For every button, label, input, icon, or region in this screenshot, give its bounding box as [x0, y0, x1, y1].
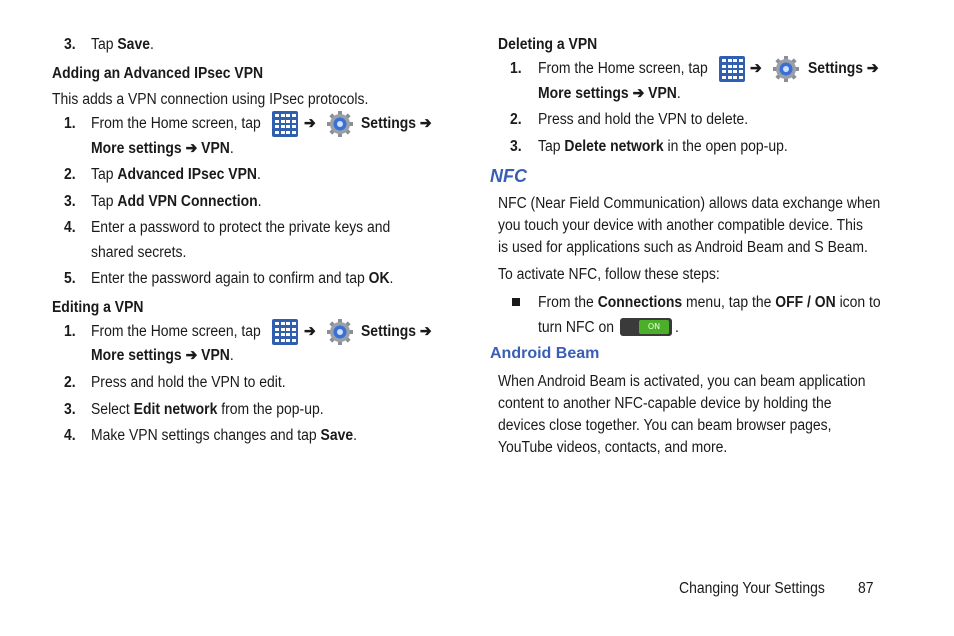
step-number: 2.	[510, 111, 522, 128]
paragraph: YouTube videos, contacts, and more.	[498, 439, 728, 456]
paragraph: NFC (Near Field Communication) allows data exchange when	[498, 195, 881, 212]
step-text: From the Home screen, tap	[91, 115, 261, 132]
step-text: Tap Delete network in the open pop-up.	[538, 138, 788, 155]
page-number: 87	[858, 580, 874, 597]
step-text: Select Edit network from the pop-up.	[91, 401, 324, 418]
paragraph: is used for applications such as Android Beam and S Beam.	[498, 239, 868, 256]
arrow-icon: ➔	[750, 60, 762, 77]
step-number: 2.	[64, 374, 76, 391]
section-heading: Adding an Advanced IPsec VPN	[52, 65, 264, 82]
step-text: More settings ➔ VPN.	[91, 140, 234, 157]
footer-section-title: Changing Your Settings	[679, 580, 825, 597]
settings-gear-icon	[326, 318, 354, 346]
paragraph: you touch your device with another compatible device. This	[498, 217, 863, 234]
paragraph: To activate NFC, follow these steps:	[498, 266, 720, 283]
step-number: 3.	[64, 401, 76, 418]
apps-grid-icon	[719, 56, 745, 82]
step-text: Tap Save.	[91, 36, 154, 53]
step-text: More settings ➔ VPN.	[538, 85, 681, 102]
step-text: From the Home screen, tap	[538, 60, 708, 77]
step-text: Enter the password again to confirm and tap OK.	[91, 270, 394, 287]
step-text: Press and hold the VPN to edit.	[91, 374, 286, 391]
step-number: 1.	[64, 115, 76, 132]
paragraph: When Android Beam is activated, you can beam application	[498, 373, 866, 390]
step-number: 1.	[64, 323, 76, 340]
paragraph: content to another NFC-capable device by holding the	[498, 395, 832, 412]
settings-gear-icon	[326, 110, 354, 138]
bullet-text: turn NFC on	[538, 319, 614, 336]
step-text: Settings ➔	[361, 115, 432, 132]
apps-grid-icon	[272, 319, 298, 345]
android-beam-heading: Android Beam	[490, 345, 600, 362]
section-heading: Editing a VPN	[52, 299, 144, 316]
step-text: More settings ➔ VPN.	[91, 347, 234, 364]
step-number: 3.	[510, 138, 522, 155]
step-number: 1.	[510, 60, 522, 77]
on-toggle-icon	[620, 318, 672, 336]
step-number: 3.	[64, 193, 76, 210]
section-heading: Deleting a VPN	[498, 36, 598, 53]
step-text: shared secrets.	[91, 244, 187, 261]
apps-grid-icon	[272, 111, 298, 137]
step-text: Tap Add VPN Connection.	[91, 193, 262, 210]
step-number: 4.	[64, 219, 76, 236]
bullet-text: From the Connections menu, tap the OFF / ON icon to	[538, 294, 881, 311]
step-number: 5.	[64, 270, 76, 287]
step-text: Tap Advanced IPsec VPN.	[91, 166, 261, 183]
toggle-label: ON	[639, 320, 669, 334]
step-text: Settings ➔	[361, 323, 432, 340]
settings-gear-icon	[772, 55, 800, 83]
step-number: 2.	[64, 166, 76, 183]
step-number: 4.	[64, 427, 76, 444]
step-text: From the Home screen, tap	[91, 323, 261, 340]
arrow-icon: ➔	[304, 115, 316, 132]
paragraph: This adds a VPN connection using IPsec protocols.	[52, 91, 369, 108]
step-text: Make VPN settings changes and tap Save.	[91, 427, 358, 444]
bullet-marker	[512, 298, 520, 306]
step-number: 3.	[64, 36, 76, 53]
step-text: Settings ➔	[808, 60, 879, 77]
step-text: Press and hold the VPN to delete.	[538, 111, 749, 128]
arrow-icon: ➔	[304, 323, 316, 340]
paragraph: devices close together. You can beam browser pages,	[498, 417, 832, 434]
step-text: Enter a password to protect the private keys and	[91, 219, 391, 236]
period: .	[675, 319, 679, 336]
nfc-heading: NFC	[490, 166, 527, 186]
